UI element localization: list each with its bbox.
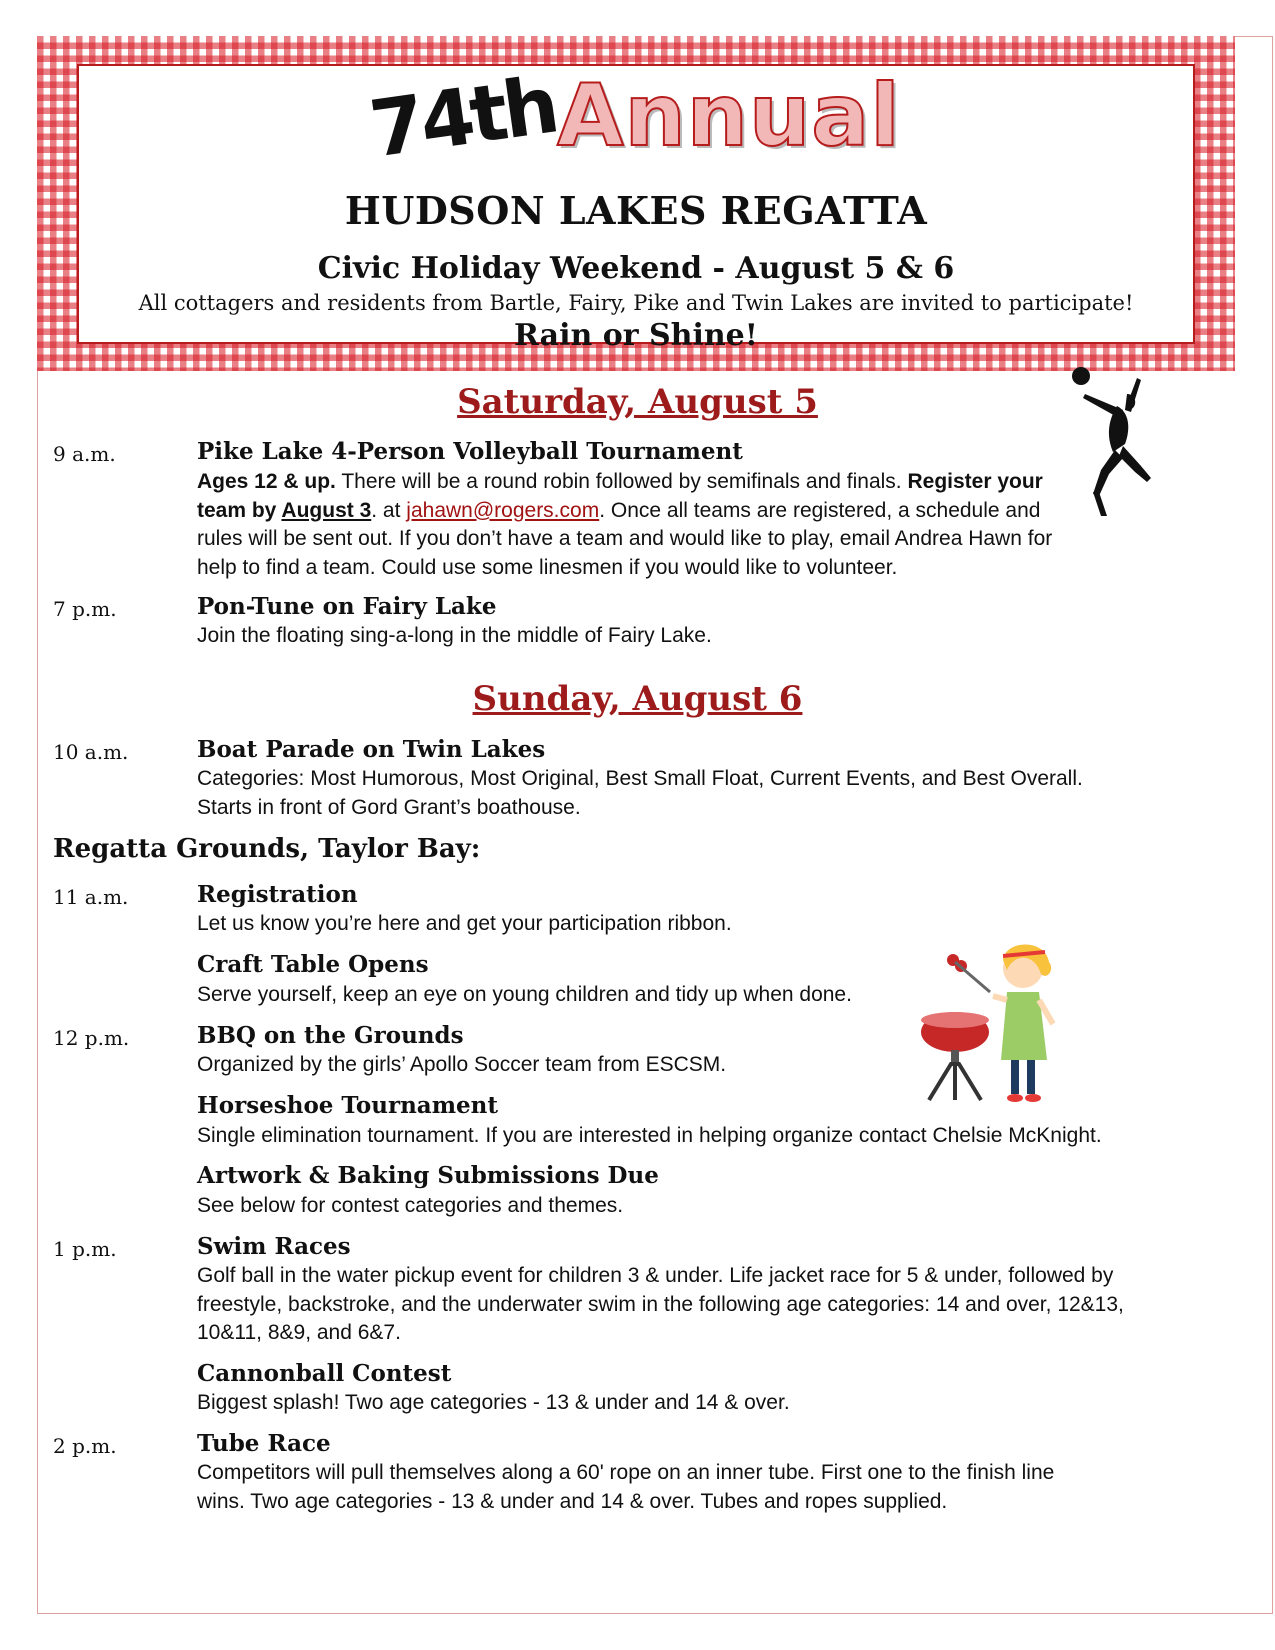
event-title: Tube Race [197,1430,331,1457]
event-description [197,468,1087,582]
title-74th: 74th [364,60,561,176]
event-title: Swim Races [197,1233,351,1260]
event-time: 10 a.m. [53,740,129,764]
event-description: Competitors will pull themselves along a 60' rope on an inner tube. First one to the finish line wins. Two age categories - 13 & under and 14 & over. Tubes and ropes supplied. [197,1461,1055,1513]
event-title: Boat Parade on Twin Lakes [197,736,546,763]
ages-text: Ages 12 & up. [197,470,336,493]
desc-text: . at [371,498,407,522]
event-time: 12 p.m. [53,1026,130,1050]
event-description: Biggest splash! Two age categories - 13 & under and 14 & over. [197,1391,790,1414]
invitation-text: All cottagers and residents from Bartle, Fairy, Pike and Twin Lakes are invited to participate! [138,291,1134,315]
event-title: Pike Lake 4-Person Volleyball Tournament [197,438,743,465]
event-title: BBQ on the Grounds [197,1022,464,1049]
event-description: Join the floating sing-a-long in the middle of Fairy Lake. [197,624,712,647]
event-time: 2 p.m. [53,1434,117,1458]
event-title: Cannonball Contest [197,1360,452,1387]
register-date: August 3 [281,498,372,522]
event-title: Registration [197,881,358,908]
event-time: 11 a.m. [53,885,129,909]
register-text: Register your team by [197,470,1043,522]
gingham-banner [37,36,1235,371]
event-time: 1 p.m. [53,1237,117,1261]
saturday-heading: Saturday, August 5 [457,382,818,422]
event-description: Categories: Most Humorous, Most Original, Best Small Float, Current Events, and Best Overall. Starts in front of Gord Grant’s boathouse. [197,767,1083,819]
event-description: Single elimination tournament. If you are interested in helping organize contact Chelsie McKnight. [197,1124,1102,1147]
event-description: Serve yourself, keep an eye on young children and tidy up when done. [197,983,852,1006]
desc-text: . Once all teams are registered, a schedule and rules will be sent out. If you don’t have a team and would like to play, email Andrea Hawn for help to find a team. Could use some linesmen if you would like to volunteer. [197,498,1053,579]
event-description: See below for contest categories and themes. [197,1194,624,1217]
rain-or-shine: Rain or Shine! [514,318,758,353]
event-title: Artwork & Baking Submissions Due [197,1162,659,1189]
bbq-grill-girl-icon [915,940,1065,1110]
event-description: Golf ball in the water pickup event for children 3 & under. Life jacket race for 5 & under, followed by freestyle, backstroke, and the underwater swim in the following age categories: 14 and over, 12&13, 10&11, 8&9, and 6&7. [197,1264,1124,1344]
event-time: 7 p.m. [53,597,117,621]
weekend-dates: Civic Holiday Weekend - August 5 & 6 [317,251,955,286]
title-annual: Annual [557,66,901,166]
desc-text: There will be a round robin followed by semifinals and finals. [335,470,908,493]
event-time: 9 a.m. [53,442,116,466]
event-description: Let us know you’re here and get your participation ribbon. [197,912,732,935]
sunday-heading: Sunday, August 6 [472,679,803,719]
email-link[interactable]: jahawn@rogers.com [406,498,600,522]
event-title: Pon-Tune on Fairy Lake [197,593,497,620]
banner-panel [77,60,1195,353]
event-title: Craft Table Opens [197,951,429,978]
event-description: Organized by the girls’ Apollo Soccer team from ESCSM. [197,1053,727,1076]
event-title: Horseshoe Tournament [197,1092,499,1119]
event-name: HUDSON LAKES REGATTA [344,188,928,233]
grounds-heading: Regatta Grounds, Taylor Bay: [53,834,481,864]
